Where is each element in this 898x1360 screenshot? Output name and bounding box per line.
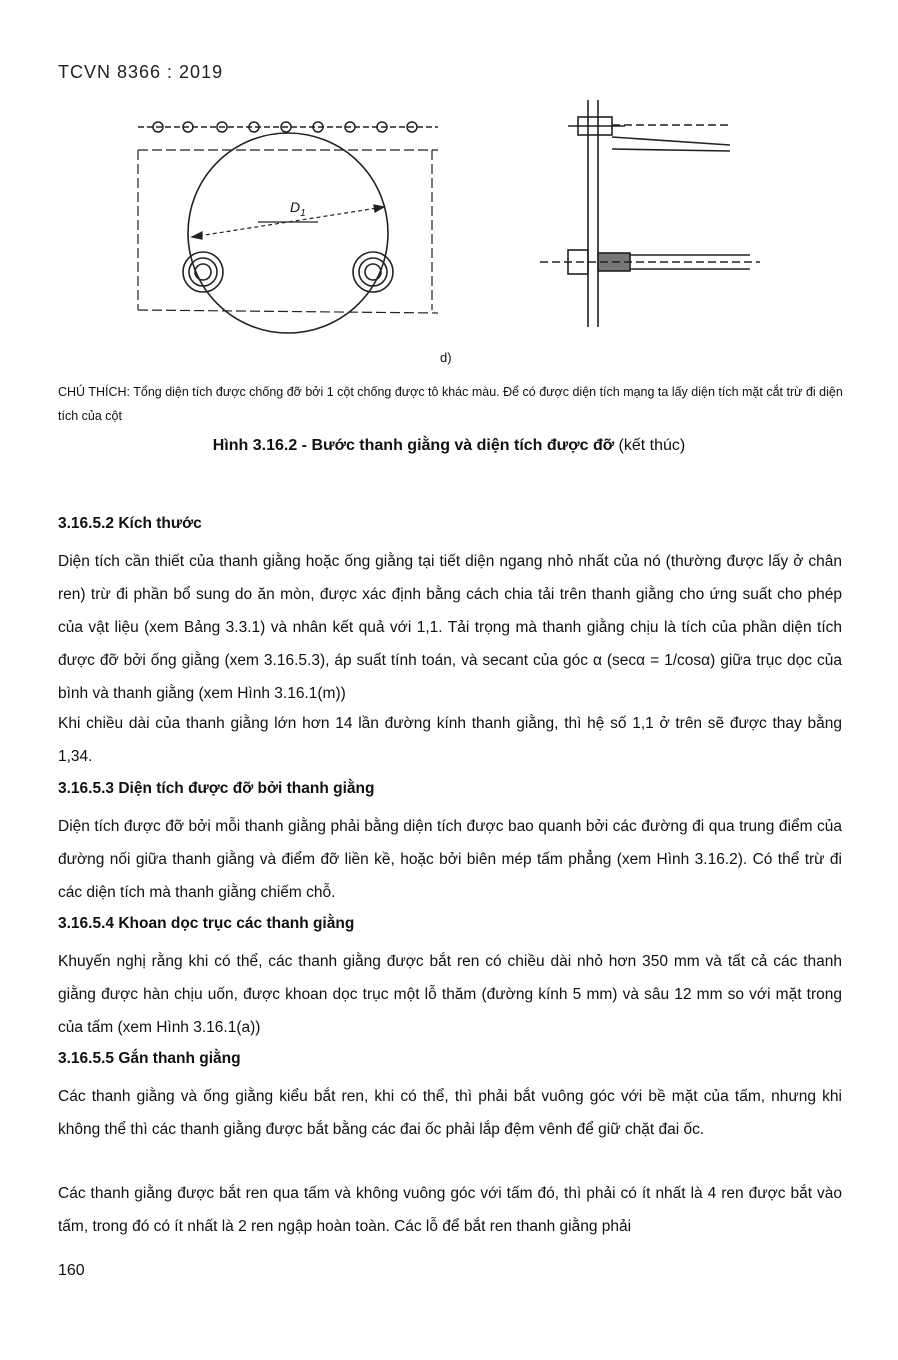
paragraph: Khuyến nghị rằng khi có thể, các thanh giằng được bắt ren có chiều dài nhỏ hơn 350 mm và tất cả các thanh giằng được hàn chịu uốn, được khoan dọc trục một lỗ thăm (đường kính 5 mm) và sâu 12 mm so với mặt trong của tấm (xem Hình 3.16.1(a)) [58, 953, 842, 1036]
supported-area-circle [188, 133, 388, 333]
rivet-row [138, 122, 438, 132]
section-heading: 3.16.5.3 Diện tích được đỡ bởi thanh giằng [58, 780, 375, 797]
stay-bolt-circles [183, 252, 393, 292]
figure-letter: d) [440, 350, 452, 365]
paragraph: Các thanh giằng được bắt ren qua tấm và không vuông góc với tấm đó, thì phải có ít nhất là 4 ren được bắt vào tấm, trong đó có ít nhất là 2 ren ngập hoàn toàn. Các lỗ để bắt ren thanh giằng phải [58, 1185, 842, 1235]
paragraph: Diện tích được đỡ bởi mỗi thanh giằng phải bằng diện tích được bao quanh bởi các đường đi qua trung điểm của đường nối giữa thanh giằng và điểm đỡ liền kề, hoặc bởi biên mép tấm phẳng (xem Hình 3.16.2). Có thể trừ đi các diện tích mà thanh giằng chiếm chỗ. [58, 818, 842, 901]
section-heading: 3.16.5.4 Khoan dọc trục các thanh giằng [58, 915, 355, 932]
figure-caption [0, 437, 898, 455]
stay-bolt-figure [120, 95, 800, 345]
section-view [540, 100, 760, 327]
page-number: 160 [58, 1262, 85, 1279]
dimension-label: $D_1$ [290, 199, 306, 219]
section-heading: 3.16.5.5 Gắn thanh giằng [58, 1050, 241, 1067]
paragraph: Khi chiều dài của thanh giằng lớn hơn 14 lần đường kính thanh giằng, thì hệ số 1,1 ở trên sẽ được thay bằng 1,34. [58, 715, 842, 765]
paragraph: Các thanh giằng và ống giằng kiểu bắt ren, khi có thể, thì phải bắt vuông góc với bề mặt của tấm, nhưng khi không thể thì các thanh giằng được bắt bằng các đai ốc phải lắp đệm vênh để giữ chặt đai ốc. [58, 1088, 842, 1138]
caption-title: Hình 3.16.2 - Bước thanh giằng và diện tích được đỡ [212, 437, 615, 454]
figure-note: CHÚ THÍCH: Tổng diện tích được chống đỡ bởi 1 cột chống được tô khác màu. Để có được diện tích mạng ta lấy diện tích mặt cắt trừ đi diện tích của cột [58, 385, 843, 423]
caption-suffix: (kết thúc) [614, 437, 686, 454]
paragraph: Diện tích cần thiết của thanh giằng hoặc ống giằng tại tiết diện ngang nhỏ nhất của nó (thường được lấy ở chân ren) trừ đi phần bổ sung do ăn mòn, được xác định bằng cách chia tải trên thanh giằng cho ứng suất cho phép của vật liệu (xem Bảng 3.3.1) và nhân kết quả với 1,1. Tải trọng mà thanh giằng chịu là tích của phần diện tích được đỡ bởi ống giằng (xem 3.16.5.3), áp suất tính toán, và secant của góc α (secα = 1/cosα) giữa trục dọc của bình và thanh giằng (xem Hình 3.16.1(m)) [58, 553, 842, 702]
standard-header: TCVN 8366 : 2019 [58, 62, 224, 82]
section-heading: 3.16.5.2 Kích thước [58, 515, 202, 532]
